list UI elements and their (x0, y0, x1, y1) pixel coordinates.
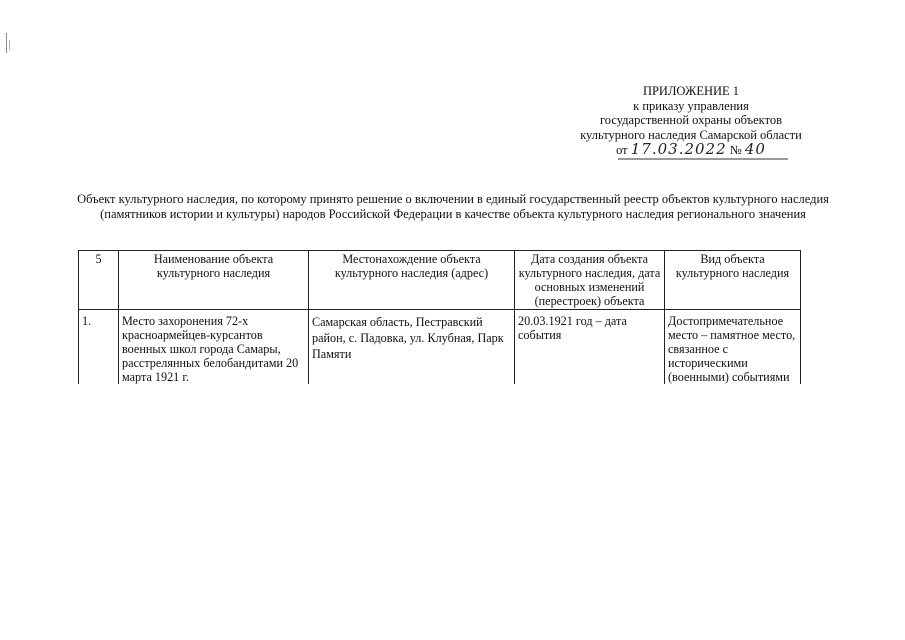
scan-edge-mark (6, 33, 7, 53)
column-header: Наименование объекта культурного наследия (119, 251, 309, 310)
column-header: Вид объекта культурного наследия (665, 251, 801, 310)
date-prefix: от (616, 143, 628, 158)
column-header: Местонахождение объекта культурного наследия (адрес) (309, 251, 515, 310)
table-header-row (79, 251, 801, 310)
appendix-line: культурного наследия Самарской области (580, 127, 802, 142)
signature-underline (618, 157, 788, 161)
object-type-cell: Достопримечательное место – памятное место, связанное с историческими (военными) событиями (665, 310, 801, 385)
column-header: Дата создания объекта культурного наследия, дата основных изменений (перестроек) объекта (515, 251, 665, 310)
object-name-cell: Место захоронения 72-х красноармейцев-курсантов военных школ города Самары, расстрелянных белобандитами 20 марта 1921 г. (119, 310, 309, 385)
scan-edge-mark (9, 40, 10, 50)
document-title: Объект культурного наследия, по которому принято решение о включении в единый государственный реестр объектов культурного наследия (памятников истории и культуры) народов Российской Федерации в качестве объекта культурного наследия регионального значения (77, 192, 829, 221)
order-date-line (548, 142, 834, 160)
row-number-cell: 1. (79, 310, 119, 385)
address-cell: Самарская область, Пестравский район, с. Падовка, ул. Клубная, Парк Памяти (309, 310, 515, 385)
column-header: 5 (79, 251, 119, 310)
appendix-title: ПРИЛОЖЕНИЕ 1 (642, 84, 740, 98)
handwritten-date: 17.03.2022 (630, 140, 727, 159)
handwritten-number: 40 (744, 140, 766, 159)
appendix-header (548, 84, 834, 160)
appendix-line: к приказу управления (633, 98, 749, 113)
table-row (79, 310, 801, 385)
date-cell: 20.03.1921 год – дата события (515, 310, 665, 385)
number-prefix: № (729, 143, 742, 158)
appendix-line: государственной охраны объектов (599, 113, 783, 128)
heritage-table (78, 250, 801, 384)
